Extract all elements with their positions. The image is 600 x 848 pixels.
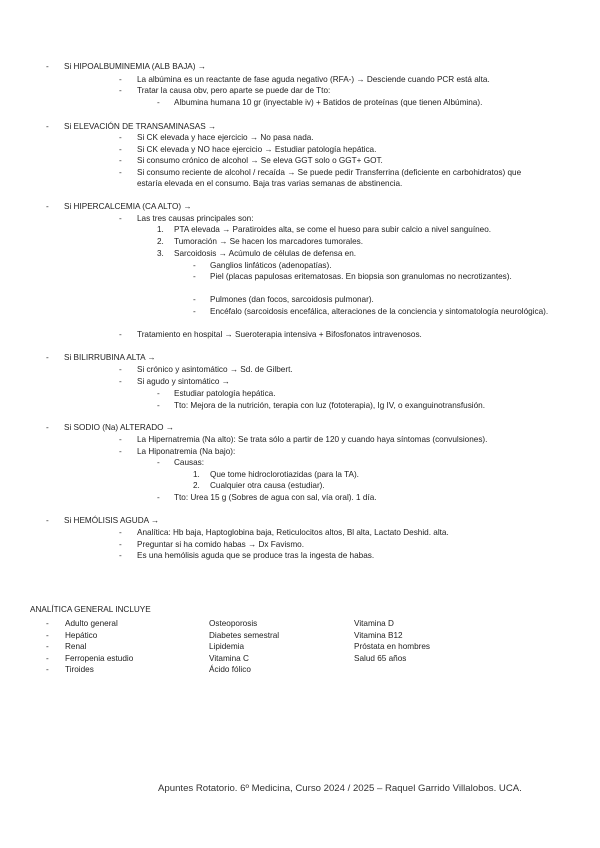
list-item: La Hipernatremia (Na alto): Se trata sólo a partir de 120 y cuando haya síntomas (convulsiones). <box>137 435 488 444</box>
list-item: Vitamina B12 <box>354 630 403 640</box>
number-marker: 2. <box>193 481 200 490</box>
list-item: Analítica: Hb baja, Haptoglobina baja, Reticulocitos altos, Bl alta, Lactato Deshid. alta. <box>137 528 449 537</box>
bullet-dash: - <box>46 516 49 525</box>
bullet-dash: - <box>193 295 196 304</box>
list-item: Tratamiento en hospital → Sueroterapia intensiva + Bifosfonatos intravenosos. <box>137 330 422 339</box>
bullet-dash: - <box>119 168 122 177</box>
bullet-dash: - <box>119 377 122 386</box>
number-marker: 2. <box>157 237 164 246</box>
section-title: Si HEMÓLISIS AGUDA → <box>64 516 160 525</box>
list-item: Si CK elevada y NO hace ejercicio → Estudiar patología hepática. <box>137 145 377 154</box>
list-item: Preguntar si ha comido habas → Dx Favismo. <box>137 540 305 549</box>
analitica-col2 <box>209 618 279 676</box>
sub-item: Tto: Urea 15 g (Sobres de agua con sal, vía oral). 1 día. <box>174 493 377 502</box>
organ-item: Piel (placas papulosas eritematosas. En biopsia son granulomas no necrotizantes). <box>210 272 512 281</box>
bullet-dash: - <box>119 447 122 456</box>
list-item: Las tres causas principales son: <box>137 214 254 223</box>
number-marker: 1. <box>193 470 200 479</box>
bullet-dash: - <box>119 156 122 165</box>
organ-item: Pulmones (dan focos, sarcoidosis pulmonar). <box>210 295 374 304</box>
bullet-dash: - <box>157 493 160 502</box>
section-title: Si BILIRRUBINA ALTA → <box>64 353 156 362</box>
bullet-dash: - <box>46 653 49 663</box>
numbered-item: PTA elevada → Paratiroides alta, se come el hueso para subir calcio a nivel sanguíneo. <box>174 225 492 234</box>
bullet-dash: - <box>46 353 49 362</box>
list-item: Osteoporosis <box>209 619 258 628</box>
organ-item: Ganglios linfáticos (adenopatías). <box>210 261 332 270</box>
numbered-item: Tumoración → Se hacen los marcadores tumorales. <box>174 237 363 246</box>
section-title: Si HIPOALBUMINEMIA (ALB BAJA) → <box>64 62 206 71</box>
list-item: Tratar la causa obv, pero aparte se puede dar de Tto: <box>137 86 331 95</box>
bullet-dash: - <box>157 401 160 410</box>
list-item: Vitamina D <box>354 619 394 628</box>
bullet-dash: - <box>157 389 160 398</box>
bullet-dash: - <box>46 62 49 71</box>
list-item: Si agudo y sintomático → <box>137 377 230 386</box>
bullet-dash: - <box>119 551 122 560</box>
list-item: Tiroides <box>65 665 94 674</box>
bullet-dash: - <box>157 98 160 107</box>
list-item: Adulto general <box>65 619 118 628</box>
bullet-dash: - <box>46 642 49 651</box>
list-item: Si CK elevada y hace ejercicio → No pasa nada. <box>137 133 314 142</box>
bullet-dash: - <box>46 202 49 211</box>
list-item: La albúmina es un reactante de fase aguda negativo (RFA-) → Desciende cuando PCR está alta. <box>137 75 490 84</box>
bullet-dash: - <box>193 261 196 270</box>
list-item: Lipidemia <box>209 642 245 651</box>
bullet-dash: - <box>119 86 122 95</box>
bullet-dash: - <box>119 528 122 537</box>
bullet-dash: - <box>46 619 49 628</box>
bullet-dash: - <box>46 665 49 674</box>
numbered-item: Que tome hidroclorotiazidas (para la TA). <box>210 470 359 479</box>
list-item: Salud 65 años <box>354 653 407 663</box>
list-item: Si crónico y asintomático → Sd. de Gilbert. <box>137 365 293 374</box>
bullet-dash: - <box>119 540 122 549</box>
numbered-item: Cualquier otra causa (estudiar). <box>210 481 325 490</box>
list-item: Ácido fólico <box>209 665 251 674</box>
list-item: Vitamina C <box>209 653 249 663</box>
list-item: Ferropenia estudio <box>65 653 134 663</box>
bullet-dash: - <box>46 630 49 640</box>
bullet-dash: - <box>46 423 49 432</box>
bullet-dash: - <box>119 133 122 142</box>
bullet-dash: - <box>119 435 122 444</box>
analitica-col1-markers <box>46 618 49 676</box>
bullet-dash: - <box>119 75 122 84</box>
list-item: Si consumo crónico de alcohol → Se eleva GGT solo o GGT+ GOT. <box>137 156 383 165</box>
number-marker: 3. <box>157 249 164 258</box>
sub-item: Tto: Mejora de la nutrición, terapia con luz (fototerapia), Ig IV, o exanguinotransfusión. <box>174 401 485 410</box>
organ-item: Encéfalo (sarcoidosis encefálica, alteraciones de la conciencia y sintomatología neurológica). <box>210 307 549 316</box>
sub-item: Causas: <box>174 458 205 467</box>
list-item: Diabetes semestral <box>209 630 280 640</box>
section-title: Si HIPERCALCEMIA (CA ALTO) → <box>64 202 192 211</box>
sub-item: Estudiar patología hepática. <box>174 389 276 398</box>
list-item: La Hiponatremia (Na bajo): <box>137 447 236 456</box>
number-marker: 1. <box>157 225 164 234</box>
bullet-dash: - <box>193 307 196 316</box>
bullet-dash: - <box>193 272 196 281</box>
analitica-col3 <box>354 618 430 664</box>
list-item: Es una hemólisis aguda que se produce tras la ingesta de habas. <box>137 551 375 560</box>
bullet-dash: - <box>46 122 49 131</box>
bullet-dash: - <box>119 145 122 154</box>
list-item: Renal <box>65 642 87 651</box>
list-item: Hepático <box>65 630 98 640</box>
list-item: Próstata en hombres <box>354 642 431 651</box>
numbered-item: Sarcoidosis → Acúmulo de células de defensa en. <box>174 249 357 258</box>
page-footer: Apuntes Rotatorio. 6º Medicina, Curso 2024 / 2025 – Raquel Garrido Villalobos. UCA. <box>158 783 522 794</box>
bullet-dash: - <box>119 330 122 339</box>
bullet-dash: - <box>157 458 160 467</box>
section-title: Si ELEVACIÓN DE TRANSAMINASAS → <box>64 122 217 131</box>
sub-item: Albumina humana 10 gr (inyectable iv) + Batidos de proteínas (que tienen Albúmina). <box>174 98 483 107</box>
bullet-dash: - <box>119 214 122 223</box>
analitica-title: ANALÍTICA GENERAL INCLUYE <box>30 605 151 614</box>
bullet-dash: - <box>119 365 122 374</box>
analitica-col1 <box>65 618 133 676</box>
section-title: Si SODIO (Na) ALTERADO → <box>64 423 174 432</box>
list-item: Si consumo reciente de alcohol / recaída → Se puede pedir Transferrina (deficiente en carbohidratos) que estaría elevada en el consumo. Baja tras varias semanas de abstinencia. <box>137 168 522 188</box>
